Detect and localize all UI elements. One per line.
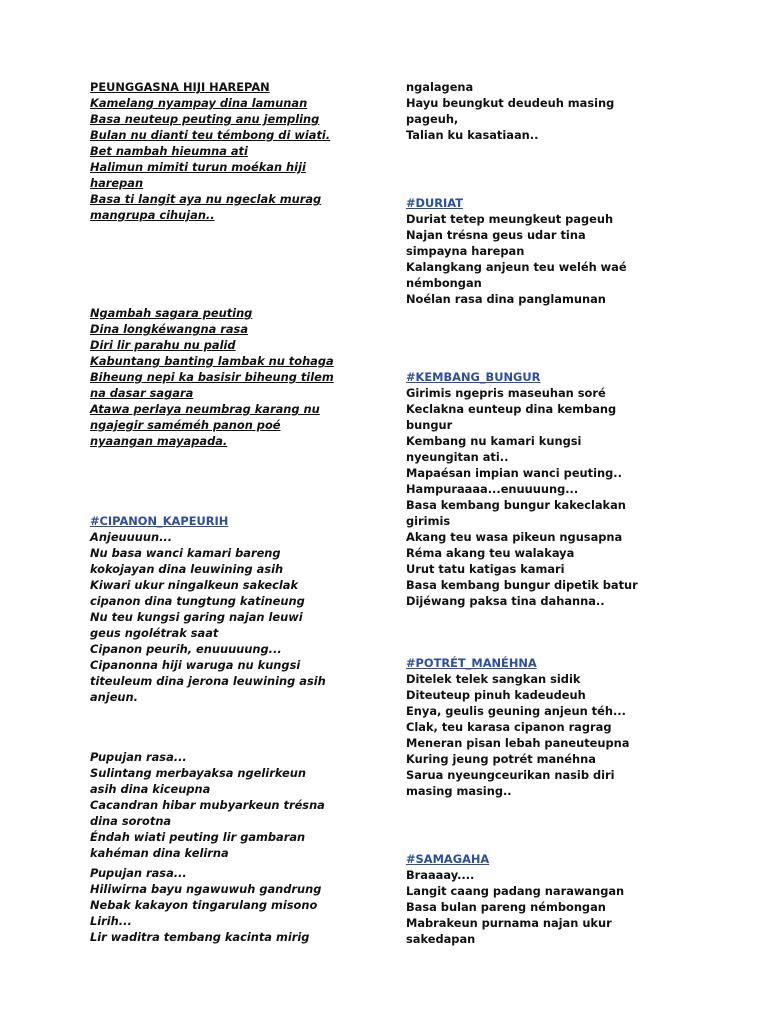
poem-hashtag: #KEMBANG_BUNGUR bbox=[406, 370, 541, 384]
poem-line: Bulan nu dianti teu témbong di wiati. bbox=[90, 128, 331, 142]
poem-line: Hayu beungkut deudeuh masing bbox=[406, 96, 615, 110]
poem-line: Dina longkéwangna rasa bbox=[90, 322, 249, 336]
poem-line: Noélan rasa dina panglamunan bbox=[406, 292, 606, 306]
poem-line: ngalagena bbox=[406, 80, 474, 94]
poem-line: Basa bulan pareng némbongan bbox=[406, 900, 606, 914]
poem-line: Kalangkang anjeun teu weléh waé bbox=[406, 260, 627, 274]
poem-line: Basa ti langit aya nu ngeclak murag bbox=[90, 192, 322, 206]
poem-line: Pupujan rasa... bbox=[90, 866, 187, 880]
poem-hashtag: #DURIAT bbox=[406, 196, 463, 210]
poem-line: Enya, geulis geuning anjeun téh... bbox=[406, 704, 626, 718]
poem-duriat bbox=[406, 195, 627, 307]
poem-line: pageuh, bbox=[406, 112, 459, 126]
poem-line: Ditelek telek sangkan sidik bbox=[406, 672, 581, 686]
poem-line: Basa kembang bungur dipetik batur bbox=[406, 578, 638, 592]
poem-potret-manehna bbox=[406, 655, 629, 799]
poem-line: Mabrakeun purnama najan ukur bbox=[406, 916, 612, 930]
poem-line: Kembang nu kamari kungsi bbox=[406, 434, 582, 448]
poem-peunggasna-hiji-harepan bbox=[90, 79, 330, 223]
poem-title: PEUNGGASNA HIJI HAREPAN bbox=[90, 80, 270, 94]
poem-hashtag: #POTRÉT_MANÉHNA bbox=[406, 656, 537, 670]
poem-line: mangrupa cihujan.. bbox=[90, 208, 215, 222]
poem-line: Kuring jeung potrét manéhna bbox=[406, 752, 596, 766]
poem-line: Kabuntang banting lambak nu tohaga bbox=[90, 354, 334, 368]
poem-hashtag: #SAMAGAHA bbox=[406, 852, 490, 866]
poem-line: Nu teu kungsi garing najan leuwi bbox=[90, 610, 303, 624]
poem-line: masing masing.. bbox=[406, 784, 512, 798]
poem-hashtag: #CIPANON_KAPEURIH bbox=[90, 514, 229, 528]
poem-line: Kiwari ukur ningalkeun sakeclak bbox=[90, 578, 299, 592]
poem-line: Braaaay.... bbox=[406, 868, 475, 882]
poem-line: Diri lir parahu nu palid bbox=[90, 338, 236, 352]
poem-line: ngajegir saméméh panon poé bbox=[90, 418, 281, 432]
poem-line: Cipanon peurih, enuuuuung... bbox=[90, 642, 282, 656]
poem-line: sakedapan bbox=[406, 932, 476, 946]
poem-samagaha bbox=[406, 851, 624, 947]
poem-line: titeuleum dina jerona leuwining asih bbox=[90, 674, 326, 688]
poem-line: Pupujan rasa... bbox=[90, 750, 187, 764]
poem-line: Lir waditra tembang kacinta mirig bbox=[90, 930, 310, 944]
poem-line: girimis bbox=[406, 514, 451, 528]
poem-line: nyeungitan ati.. bbox=[406, 450, 509, 464]
poem-line: Anjeuuuun... bbox=[90, 530, 173, 544]
poem-pupujan-rasa-2 bbox=[90, 865, 321, 945]
poem-line: anjeun. bbox=[90, 690, 138, 704]
poem-line: na dasar sagara bbox=[90, 386, 194, 400]
poem-line: Najan trésna geus udar tina bbox=[406, 228, 586, 242]
poem-cipanon-kapeurih bbox=[90, 513, 326, 705]
poem-line: Basa kembang bungur kakeclakan bbox=[406, 498, 626, 512]
poem-line: Bet nambah hieumna ati bbox=[90, 144, 248, 158]
poem-line: Kamelang nyampay dina lamunan bbox=[90, 96, 308, 110]
poem-line: Ngambah sagara peuting bbox=[90, 306, 253, 320]
poem-line: nyaangan mayapada. bbox=[90, 434, 228, 448]
poem-line: geus ngolétrak saat bbox=[90, 626, 219, 640]
poem-line: asih dina kiceupna bbox=[90, 782, 211, 796]
poem-line: Atawa perlaya neumbrag karang nu bbox=[90, 402, 320, 416]
poem-line: Mapaésan impian wanci peuting.. bbox=[406, 466, 622, 480]
poem-line: Urut tatu katigas kamari bbox=[406, 562, 565, 576]
poem-line: némbongan bbox=[406, 276, 482, 290]
poem-line: Éndah wiati peuting lir gambaran bbox=[90, 830, 306, 844]
poem-line: Halimun mimiti turun moékan hiji bbox=[90, 160, 306, 174]
poem-line: harepan bbox=[90, 176, 144, 190]
poem-line: Cipanonna hiji waruga nu kungsi bbox=[90, 658, 301, 672]
poem-line: Hampuraaaa...enuuuung... bbox=[406, 482, 579, 496]
poem-line: dina sorotna bbox=[90, 814, 172, 828]
poem-line: Duriat tetep meungkeut pageuh bbox=[406, 212, 614, 226]
poem-line: bungur bbox=[406, 418, 453, 432]
poem-pupujan-rasa bbox=[90, 749, 325, 861]
poem-line: Diteuteup pinuh kadeudeuh bbox=[406, 688, 586, 702]
poem-line: Cacandran hibar mubyarkeun trésna bbox=[90, 798, 325, 812]
poem-line: Girimis ngepris maseuhan soré bbox=[406, 386, 606, 400]
poem-continuation bbox=[406, 79, 614, 143]
poem-line: Lirih... bbox=[90, 914, 132, 928]
poem-kembang-bungur bbox=[406, 369, 638, 609]
poem-line: Keclakna eunteup dina kembang bbox=[406, 402, 617, 416]
poem-line: kokojayan dina leuwining asih bbox=[90, 562, 284, 576]
poem-line: Clak, teu karasa cipanon ragrag bbox=[406, 720, 612, 734]
poem-line: Réma akang teu walakaya bbox=[406, 546, 575, 560]
poem-line: Dijéwang paksa tina dahanna.. bbox=[406, 594, 605, 608]
poem-line: Hiliwirna bayu ngawuwuh gandrung bbox=[90, 882, 322, 896]
poem-line: Sulintang merbayaksa ngelirkeun bbox=[90, 766, 306, 780]
poem-line: Talian ku kasatiaan.. bbox=[406, 128, 539, 142]
poem-line: Meneran pisan lebah paneuteupna bbox=[406, 736, 630, 750]
poem-stanza-ngambah-sagara bbox=[90, 305, 334, 449]
poem-line: Sarua nyeungceurikan nasib diri bbox=[406, 768, 615, 782]
poem-line: Biheung nepi ka basisir biheung tilem bbox=[90, 370, 334, 384]
poem-line: simpayna harepan bbox=[406, 244, 525, 258]
poem-line: cipanon dina tungtung katineung bbox=[90, 594, 305, 608]
poem-line: kahéman dina kelirna bbox=[90, 846, 229, 860]
poem-line: Langit caang padang narawangan bbox=[406, 884, 625, 898]
poem-line: Akang teu wasa pikeun ngusapna bbox=[406, 530, 623, 544]
poem-line: Basa neuteup peuting anu jempling bbox=[90, 112, 320, 126]
poem-line: Nu basa wanci kamari bareng bbox=[90, 546, 281, 560]
poem-line: Nebak kakayon tingarulang misono bbox=[90, 898, 318, 912]
